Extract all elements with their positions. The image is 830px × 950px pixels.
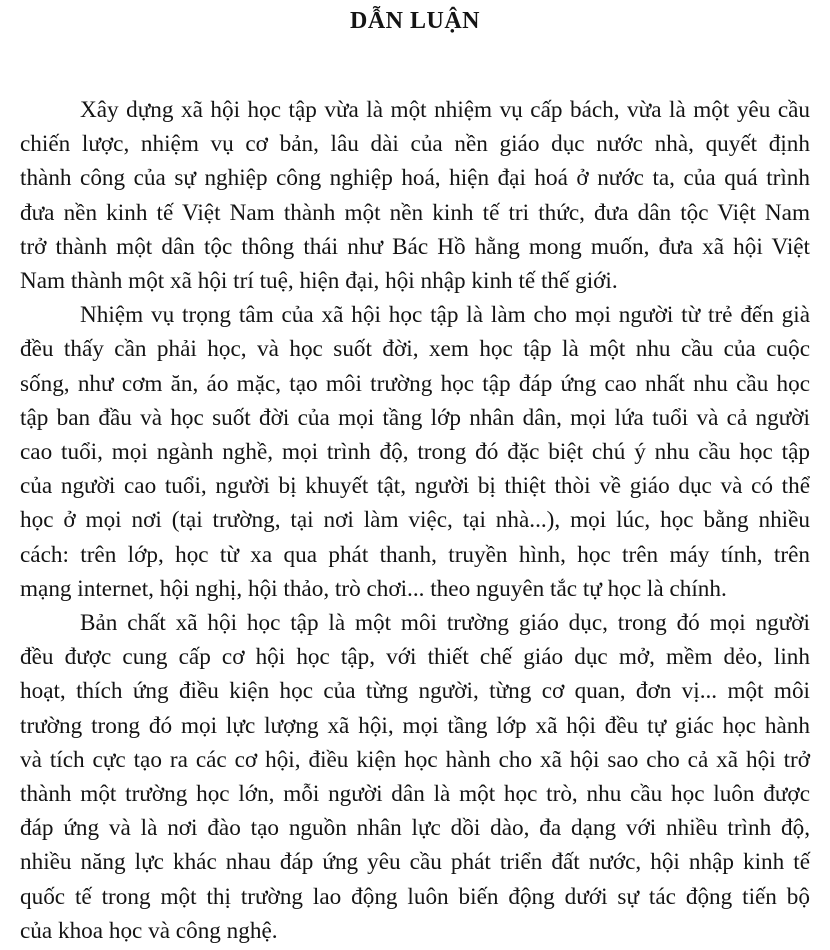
- text-line: thành một trường học lớn, mỗi người dân là một học trò, nhu cầu học luôn được: [20, 781, 810, 808]
- text-line: Xây dựng xã hội học tập vừa là một nhiệm vụ cấp bách, vừa là một yêu cầu: [80, 97, 810, 123]
- text-line: đưa nền kinh tế Việt Nam thành một nền kinh tế tri thức, đưa dân tộc Việt Nam: [20, 199, 810, 226]
- text-line: trở thành một dân tộc thông thái như Bác Hồ hằng mong muốn, đưa xã hội Việt: [20, 233, 810, 260]
- text-line: trường trong đó mọi lực lượng xã hội, mọi tầng lớp xã hội đều tự giác học hành: [20, 712, 810, 739]
- text-line: và tích cực tạo ra các cơ hội, điều kiện học hành cho xã hội sao cho cả xã hội trở: [20, 746, 810, 773]
- text-line: hoạt, thích ứng điều kiện học của từng người, từng cơ quan, đơn vị... một môi: [20, 678, 810, 705]
- document-body: [20, 93, 810, 948]
- text-line: cao tuổi, mọi ngành nghề, mọi trình độ, trong đó đặc biệt chú ý nhu cầu học tập: [20, 439, 810, 466]
- text-line: đều thấy cần phải học, và học suốt đời, xem học tập là một nhu cầu của cuộc: [20, 336, 810, 363]
- text-line: thành công của sự nghiệp công nghiệp hoá, hiện đại hoá ở nước ta, của quá trình: [20, 165, 810, 192]
- text-line: sống, như cơm ăn, áo mặc, tạo môi trường học tập đáp ứng cao nhất nhu cầu học: [20, 370, 810, 397]
- text-line: đều được cung cấp cơ hội học tập, với thiết chế giáo dục mở, mềm dẻo, linh: [20, 644, 810, 671]
- text-line: của người cao tuổi, người bị khuyết tật, người bị thiệt thòi về giáo dục và có thể: [20, 473, 810, 500]
- text-line: của khoa học và công nghệ.: [20, 917, 278, 944]
- paragraph-2: [20, 298, 810, 606]
- text-line: cách: trên lớp, học từ xa qua phát thanh, truyền hình, học trên máy tính, trên: [20, 541, 810, 568]
- text-line: quốc tế trong một thị trường lao động luôn biến động dưới sự tác động tiến bộ: [20, 883, 810, 910]
- text-line: Nam thành một xã hội trí tuệ, hiện đại, hội nhập kinh tế thế giới.: [20, 268, 618, 295]
- page-title: DẪN LUẬN: [350, 8, 480, 34]
- text-line: Bản chất xã hội học tập là một môi trường giáo dục, trong đó mọi người: [80, 610, 810, 637]
- text-line: nhiều năng lực khác nhau đáp ứng yêu cầu phát triển đất nước, hội nhập kinh tế: [20, 849, 810, 876]
- text-line: tập ban đầu và học suốt đời của mọi tầng lớp nhân dân, mọi lứa tuổi và cả người: [20, 404, 810, 431]
- text-line: chiến lược, nhiệm vụ cơ bản, lâu dài của nền giáo dục nước nhà, quyết định: [20, 131, 810, 158]
- text-line: mạng internet, hội nghị, hội thảo, trò chơi... theo nguyên tắc tự học là chính.: [20, 575, 727, 602]
- text-line: đáp ứng và là nơi đào tạo nguồn nhân lực dồi dào, đa dạng với nhiều trình độ,: [20, 815, 810, 842]
- paragraph-3: [20, 606, 810, 948]
- paragraph-1: [20, 93, 810, 298]
- text-line: Nhiệm vụ trọng tâm của xã hội học tập là làm cho mọi người từ trẻ đến già: [80, 302, 810, 329]
- text-line: học ở mọi nơi (tại trường, tại nơi làm việc, tại nhà...), mọi lúc, học bằng nhiều: [20, 507, 810, 534]
